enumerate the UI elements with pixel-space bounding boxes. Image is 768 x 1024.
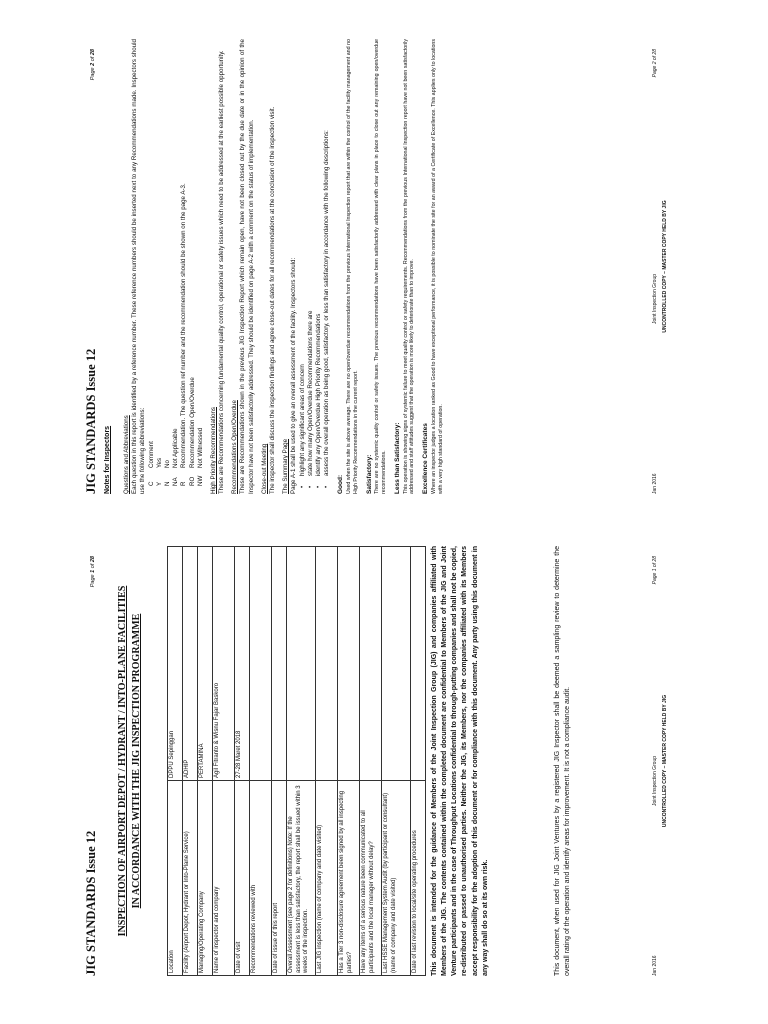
row-value[interactable]: Agil Fitranto & Wisnu Fajar Baskoro — [213, 547, 235, 781]
row-label: Location — [168, 781, 183, 976]
row-label: Date of last revision to local/site operating procedures — [411, 781, 426, 976]
abbr-meaning: Not Witnessed — [196, 427, 204, 468]
table-row — [316, 547, 338, 976]
abbr-code: N — [163, 481, 171, 486]
row-label: Name of inspector and company — [213, 781, 235, 976]
page-1-page-number: Page 1 of 28 — [90, 556, 96, 588]
page-2 — [0, 39, 768, 494]
row-value[interactable] — [287, 547, 316, 781]
row-value[interactable]: 27-28 Maret 2018 — [235, 547, 250, 781]
inspection-title-line-2: IN ACCORDANCE WITH THE JIG INSPECTION PROGRAMME — [130, 613, 142, 909]
row-label: Recommendations reviewed with — [250, 781, 272, 976]
notes-for-inspectors-heading: Notes for Inspectors — [104, 425, 111, 494]
table-row — [287, 547, 316, 976]
hpr-heading: High Priority Recommendations — [209, 406, 217, 494]
table-row — [411, 547, 426, 976]
footer-page-number: Page 2 of 28 — [652, 49, 658, 78]
inspection-info-table — [167, 546, 426, 976]
row-label: Last HSSE Management System Audit (by participant or consultant) (name of company and date visited) — [382, 781, 411, 976]
abbr-code: Y — [155, 481, 163, 486]
row-label: Facility (Airport Depot, Hydrant or Into-Plane Service) — [183, 781, 198, 976]
table-row — [198, 547, 213, 976]
row-value[interactable]: PERTAMINA — [198, 547, 213, 781]
row-value[interactable] — [382, 547, 411, 781]
abbr-meaning: Yes — [155, 457, 163, 468]
footer-group: Joint Inspection Group — [652, 273, 658, 324]
table-row — [338, 547, 360, 976]
page-2-body — [118, 39, 445, 494]
row-label: Date of issue of this report — [272, 781, 287, 976]
row-value[interactable] — [250, 547, 272, 781]
good-heading: Good: — [337, 474, 345, 494]
row-label: Managing/Operating Company — [198, 781, 213, 976]
row-value[interactable] — [360, 547, 382, 781]
footer-date: Jan 2016 — [652, 955, 658, 976]
table-row — [168, 547, 183, 976]
list-item: highlight any significant areas of concern — [298, 364, 306, 476]
confidentiality-disclaimer: This document is intended for the guidance of Members of the Joint Inspection Group (JIG) and companies affiliated with Members of the JIG. The contents contained within the completed document are confidential to Members of the JIG and Joint Venture participants and in the case of Throughput Locations confidential to through-putting companies and shall not be copied, re-distributed or passed to unauthorised parties. Neither the JIG, its Members, nor the companies affiliated with its Members accept responsibility for the adoption of this document or for compliance with this document. Any party using this document in any way shall do so at its own risk. — [431, 546, 489, 976]
closeout-text: The inspector shall discuss the inspection findings and agree close-out dates for all recommendations at the conclusion of the inspection visit. — [269, 106, 276, 494]
list-item: identify any Open/Overdue High Priority Recommendations — [314, 313, 322, 476]
abbr-code: RO — [188, 476, 196, 486]
abbr-meaning: Recommendation Open/Overdue — [188, 377, 196, 468]
table-row — [382, 547, 411, 976]
row-value[interactable]: DPPU Sepinggan — [168, 547, 183, 781]
inspection-title-line-1: INSPECTION OF AIRPORT DEPOT / HYDRANT / INTO-PLANE FACILITIES — [117, 585, 128, 937]
abbreviation-list — [148, 39, 205, 486]
ro-heading: Recommendations Open/Overdue — [231, 400, 239, 494]
row-value[interactable] — [411, 547, 426, 781]
row-value[interactable]: ADHIP — [183, 547, 198, 781]
table-row — [250, 547, 272, 976]
row-value[interactable] — [272, 547, 287, 781]
row-value[interactable] — [338, 547, 360, 781]
abbr-code: NA — [172, 477, 180, 486]
row-label: Have any items of a serious nature been communicated to all participants and the local manager without delay? — [360, 781, 382, 976]
page-1 — [0, 546, 768, 976]
page-2-header-title: JIG STANDARDS Issue 12 — [84, 348, 98, 494]
footer-page-number: Page 1 of 28 — [652, 556, 658, 585]
table-row — [235, 547, 250, 976]
table-row — [183, 547, 198, 976]
abbr-code: R — [180, 481, 188, 486]
summary-page-intro: Page A-1 shall be used to give an overall assessment of the facility. Inspectors should: — [290, 257, 298, 494]
row-label: Has a Tier 3 non-disclosure agreement been signed by all inspecting parties? — [338, 781, 360, 976]
table-row — [213, 547, 235, 976]
row-value[interactable] — [316, 547, 338, 781]
list-item: assess the overall operation as being good, satisfactory, or less than satisfactory in accordance with the following descriptions: — [323, 130, 331, 476]
less-than-satisfactory-heading: Less than Satisfactory: — [393, 422, 401, 494]
good-text: Used when the site is above average. There are no open/overdue recommendations from the previous International Inspection report that are within the control of the facility management and no High Priority Recommendations in the current report. — [345, 39, 359, 494]
abbr-code: NW — [196, 475, 204, 486]
row-label: Last JIG inspection (name of company and date visited) — [316, 781, 338, 976]
table-row — [360, 547, 382, 976]
satisfactory-heading: Satisfactory: — [365, 454, 373, 494]
table-row — [272, 547, 287, 976]
hpr-text: These are Recommendations concerning fundamental quality control, operational or safety issues which need to be addressed at the earliest possible opportunity. — [218, 50, 226, 494]
abbr-meaning: Comment — [147, 441, 155, 468]
footer-uncontrolled-notice: UNCONTROLLED COPY – MASTER COPY HELD BY JIG — [662, 200, 668, 333]
footer-date: Jan 2016 — [652, 473, 658, 494]
page-1-header-title: JIG STANDARDS Issue 12 — [84, 830, 98, 976]
summary-page-heading: The Summary Page — [282, 438, 290, 494]
abbr-meaning: Not Applicable — [172, 428, 180, 468]
excellence-certificates-heading: Excellence Certificates — [422, 423, 430, 494]
page-2-page-number: Page 2 of 28 — [90, 49, 96, 81]
summary-bullet-list: • highlight any significant areas of concern • state how many Open/Overdue Recommendations there are • identify any Open/Overdue High Priority Recommendations • assess the overall operation as being good, satisfactory, or less than satisfactory in accordance with the following descriptions: — [299, 39, 332, 488]
row-label: Date of visit — [235, 781, 250, 976]
satisfactory-text: There are no systemic quality control or safety issues. The previous recommendations have been satisfactorily addressed with clear plans in place to close out any remaining open/overdue recommendations. — [374, 39, 388, 494]
row-label: Overall Assessment (see page 2 for definitions) Note: If the assessment is less than satisfactory, the report shall be issued within 3 weeks of the inspection. — [287, 781, 316, 976]
footer-group: Joint Inspection Group — [652, 755, 658, 806]
abbr-code: C — [147, 481, 155, 486]
abbr-meaning: No — [163, 460, 171, 468]
less-than-satisfactory-text: This operation is showing signs of systemic failure to meet quality control or safety requirements. Recommendations from the previous International Inspection report have not been satisfactorily addressed and staff attitudes suggest that the operation is more likely to deteriorate than to improve. — [402, 39, 416, 494]
inspection-title — [116, 546, 143, 976]
qa-heading: Questions and Abbreviations — [123, 415, 130, 494]
list-item: state how many Open/Overdue Recommendations there are — [306, 310, 314, 476]
qa-intro: Each question in this report is identified by a reference number. These reference numbers should be inserted next to any Recommendations made. Inspectors should use the following abbreviations: — [131, 39, 147, 494]
ro-text: These are Recommendations shown in the previous JIG Inspection Report which remain open, have not been closed out by the due date or in the opinion of the Inspector have not been satisfactorily addressed. They should be identified on page A-2 with a comment on the status of implementation. — [239, 39, 255, 494]
usage-note: This document, when used for JIG Joint Ventures by a registered JIG Inspector shall be deemed a sampling review to determine the overall rating of the operation and identify areas for improvement. It is not a compliance audit. — [554, 546, 572, 976]
excellence-certificates-text: Where an inspector judges a location ranked as Good to have exceptional performance, it is possible to nominate the site for an award of a Certificate of Excellence. This applies only to locations with a very high standard of operation. — [430, 39, 444, 494]
closeout-heading: Close-out Meeting — [260, 443, 268, 494]
footer-uncontrolled-notice: UNCONTROLLED COPY – MASTER COPY HELD BY JIG — [662, 694, 668, 828]
abbr-meaning: Recommendation. The question ref number and the recommendation should be shown on the page A-3. — [180, 183, 188, 468]
